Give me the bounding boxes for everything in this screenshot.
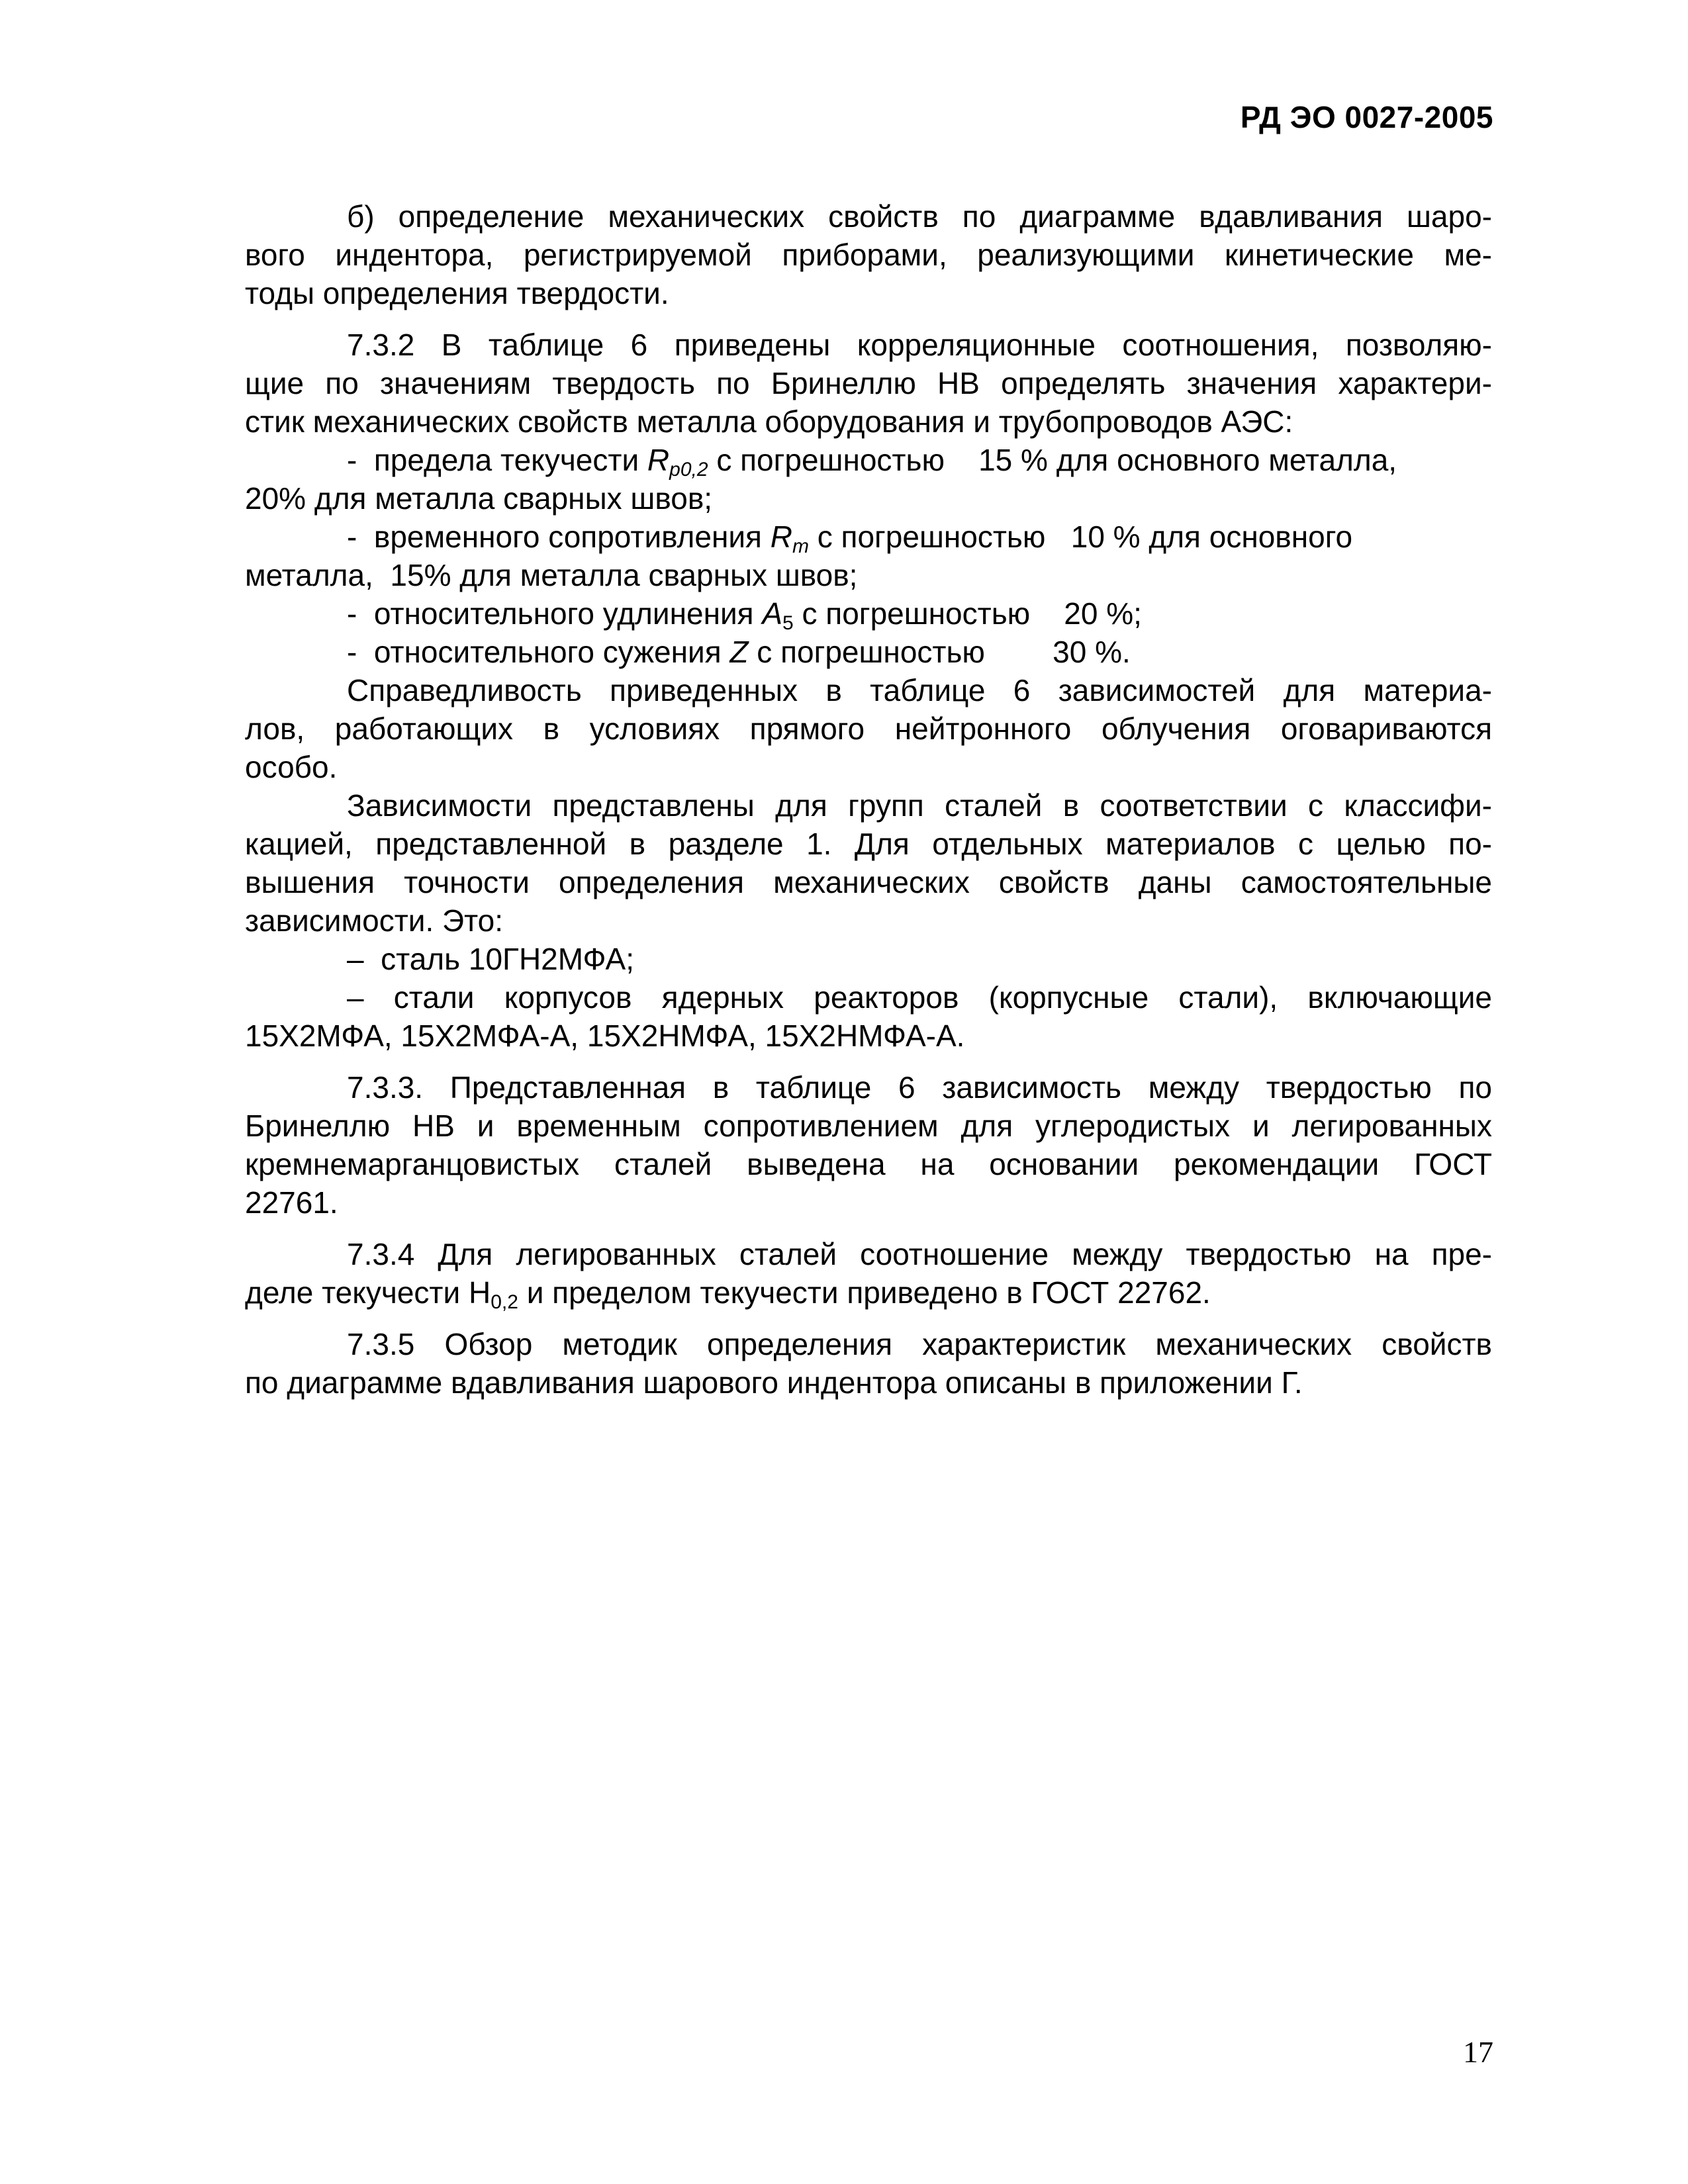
text-line: б) определение механических свойств по диаграмме вдавливания шаро- [347,199,1492,234]
dash-item-steel-10gn2mfa: – сталь 10ГН2МФА; [347,942,634,976]
text-line: кацией, представленной в разделе 1. Для отдельных материалов с целью по- [245,827,1492,861]
text-line: 7.3.5 Обзор методик определения характеристик механических свойств [347,1327,1492,1361]
paragraph-7-3-2 [245,326,1492,1055]
text-line: 15Х2МФА, 15Х2МФА-А, 15Х2НМФА, 15Х2НМФА-А. [245,1019,965,1053]
text-line: лов, работающих в условиях прямого нейтронного облучения оговариваются [245,711,1492,746]
paragraph-b [245,197,1492,312]
document-body [245,197,1492,1402]
text-line: 22761. [245,1185,338,1220]
paragraph-7-3-4 [245,1235,1492,1312]
text-line: вышения точности определения механических свойств даны самостоятельные [245,865,1492,899]
paragraph-7-3-5 [245,1325,1492,1402]
list-item-yield-strength: - предела текучести $R_{p0,2}$ с погрешностью 15 % для основного металла, [347,443,1397,480]
text-line: тоды определения твердости. [245,276,669,310]
document-code-header: РД ЭО 0027-2005 [1240,100,1493,134]
text-line: 7.3.3. Представленная в таблице 6 зависимость между твердостью по [347,1070,1492,1105]
text-line: особо. [245,750,338,784]
dash-item-vessel-steels: – стали корпусов ядерных реакторов (корпусные стали), включающие [347,980,1492,1015]
list-item-continuation: металла, 15% для металла сварных швов; [245,558,858,592]
page-number: 17 [1463,2035,1493,2069]
text-line: зависимости. Это: [245,903,504,938]
paragraph-7-3-3 [245,1068,1492,1222]
text-line: Бринеллю НВ и временным сопротивлением для углеродистых и легированных [245,1109,1492,1143]
text-line: вого индентора, регистрируемой приборами, реализующими кинетические ме- [245,238,1492,272]
list-item-reduction-of-area: - относительного сужения Z с погрешностью 30 %. [347,635,1131,669]
text-line: щие по значениям твердость по Бринеллю НВ определять значения характери- [245,366,1492,400]
text-line: 7.3.2 В таблице 6 приведены корреляционные соотношения, позволяю- [347,328,1492,362]
text-line: Справедливость приведенных в таблице 6 зависимостей для материа- [347,673,1492,707]
list-item-continuation: 20% для металла сварных швов; [245,481,713,516]
list-item-tensile-strength: - временного сопротивления $R_m$ с погрешностью 10 % для основного [347,520,1353,557]
text-line: по диаграмме вдавливания шарового индентора описаны в приложении Г. [245,1365,1303,1400]
list-item-elongation: - относительного удлинения $A_5$ с погрешностью 20 %; [347,596,1142,634]
text-line: кремнемарганцовистых сталей выведена на основании рекомендации ГОСТ [245,1147,1492,1181]
text-line: 7.3.4 Для легированных сталей соотношение между твердостью на пре- [347,1237,1492,1271]
text-line: деле текучести $Н_{0,2}$ и пределом текучести приведено в ГОСТ 22762. [245,1275,1211,1313]
text-line: стик механических свойств металла оборудования и трубопроводов АЭС: [245,404,1293,439]
text-line: Зависимости представлены для групп сталей в соответствии с классифи- [347,788,1492,823]
